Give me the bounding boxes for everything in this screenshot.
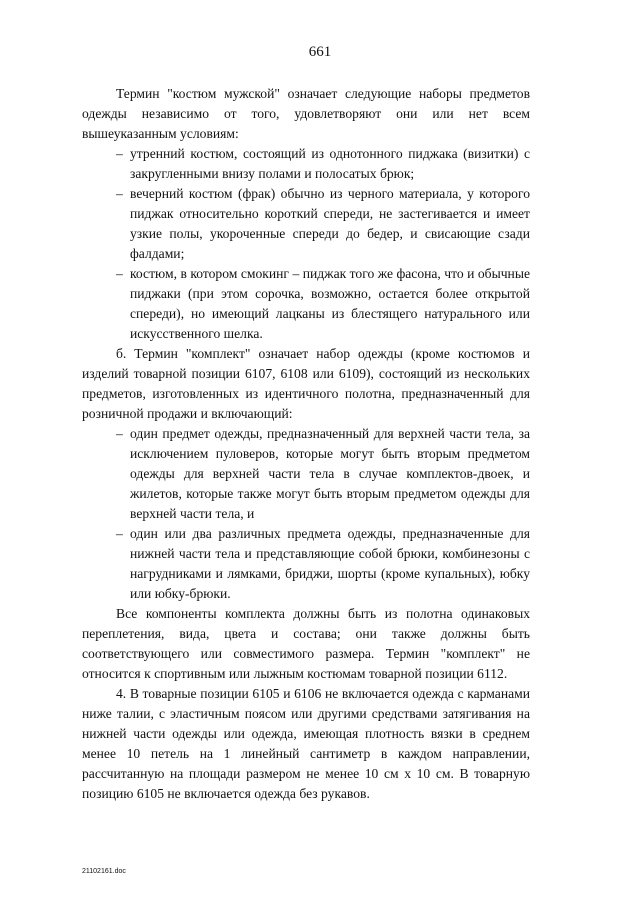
paragraph-ensemble-components: Все компоненты комплекта должны быть из полотна одинаковых переплетения, вида, цвета и состава; они также должны быть соответствующего или совместимого размера. Термин "комплект" не относится к спортивным или лыжным костюмам товарной позиции 6112. [82,606,530,681]
footer-filename: 21102161.doc [82,868,126,875]
list-item: – один предмет одежды, предназначенный для верхней части тела, за исключением пуловеров, которые могут быть вторым предметом одежды для верхней части тела в случае комплектов-двоек, и жилетов, которые также могут быть вторым предметом одежды для верхней части тела, и [116,426,530,521]
bullet-list-ensemble-parts [82,424,530,604]
list-item-text: один или два различных предмета одежды, предназначенные для нижней части тела и представляющие собой брюки, комбинезоны с нагрудниками и лямками, бриджи, шорты (кроме купальных), юбку или юбку-брюки. [130,526,530,601]
list-item-text: утренний костюм, состоящий из однотонного пиджака (визитки) с закругленными внизу полами и полосатых брюк; [130,146,530,181]
list-item-text: костюм, в котором смокинг – пиджак того же фасона, что и обычные пиджаки (при этом сорочка, возможно, остается более открытой спереди), но имеющий лацканы из блестящего натурального или искусственного шелка. [130,266,530,341]
list-item-text: один предмет одежды, предназначенный для верхней части тела, за исключением пуловеров, которые могут быть вторым предметом одежды для верхней части тела в случае комплектов-двоек, и жилетов, которые также могут быть вторым предметом одежды для верхней части тела, и [130,426,530,521]
list-item: – костюм, в котором смокинг – пиджак того же фасона, что и обычные пиджаки (при этом сорочка, возможно, остается более открытой спереди), но имеющий лацканы из блестящего натурального или искусственного шелка. [116,266,530,341]
paragraph-mens-suit-definition: Термин "костюм мужской" означает следующие наборы предметов одежды независимо от того, удовлетворяют они или нет всем вышеуказанным условиям: [82,86,530,141]
paragraph-note-4: 4. В товарные позиции 6105 и 6106 не включается одежда с карманами ниже талии, с эластичным поясом или другими средствами затягивания на нижней части одежды или одежда, имеющая плотность вязки в среднем менее 10 петель на 1 линейный сантиметр в каждом направлении, рассчитанную на площади размером не менее 10 см х 10 см. В товарную позицию 6105 не включается одежда без рукавов. [82,686,530,801]
paragraph-ensemble-definition: б. Термин "комплект" означает набор одежды (кроме костюмов и изделий товарной позиции 6107, 6108 или 6109), состоящий из нескольких предметов, изготовленных из идентичного полотна, предназначенный для розничной продажи и включающий: [82,346,530,421]
page-number: 661 [308,44,332,60]
bullet-list-suit-types [82,144,530,344]
list-item: – вечерний костюм (фрак) обычно из черного материала, у которого пиджак относительно короткий спереди, не застегивается и имеет узкие полы, укороченные спереди до бедер, и свисающие сзади фалдами; [116,186,530,261]
list-item: – утренний костюм, состоящий из однотонного пиджака (визитки) с закругленными внизу полами и полосатых брюк; [116,146,530,181]
list-item-text: вечерний костюм (фрак) обычно из черного материала, у которого пиджак относительно короткий спереди, не застегивается и имеет узкие полы, укороченные спереди до бедер, и свисающие сзади фалдами; [130,186,530,261]
list-item: – один или два различных предмета одежды, предназначенные для нижней части тела и представляющие собой брюки, комбинезоны с нагрудниками и лямками, бриджи, шорты (кроме купальных), юбку или юбку-брюки. [116,526,530,601]
document-body [82,84,530,804]
